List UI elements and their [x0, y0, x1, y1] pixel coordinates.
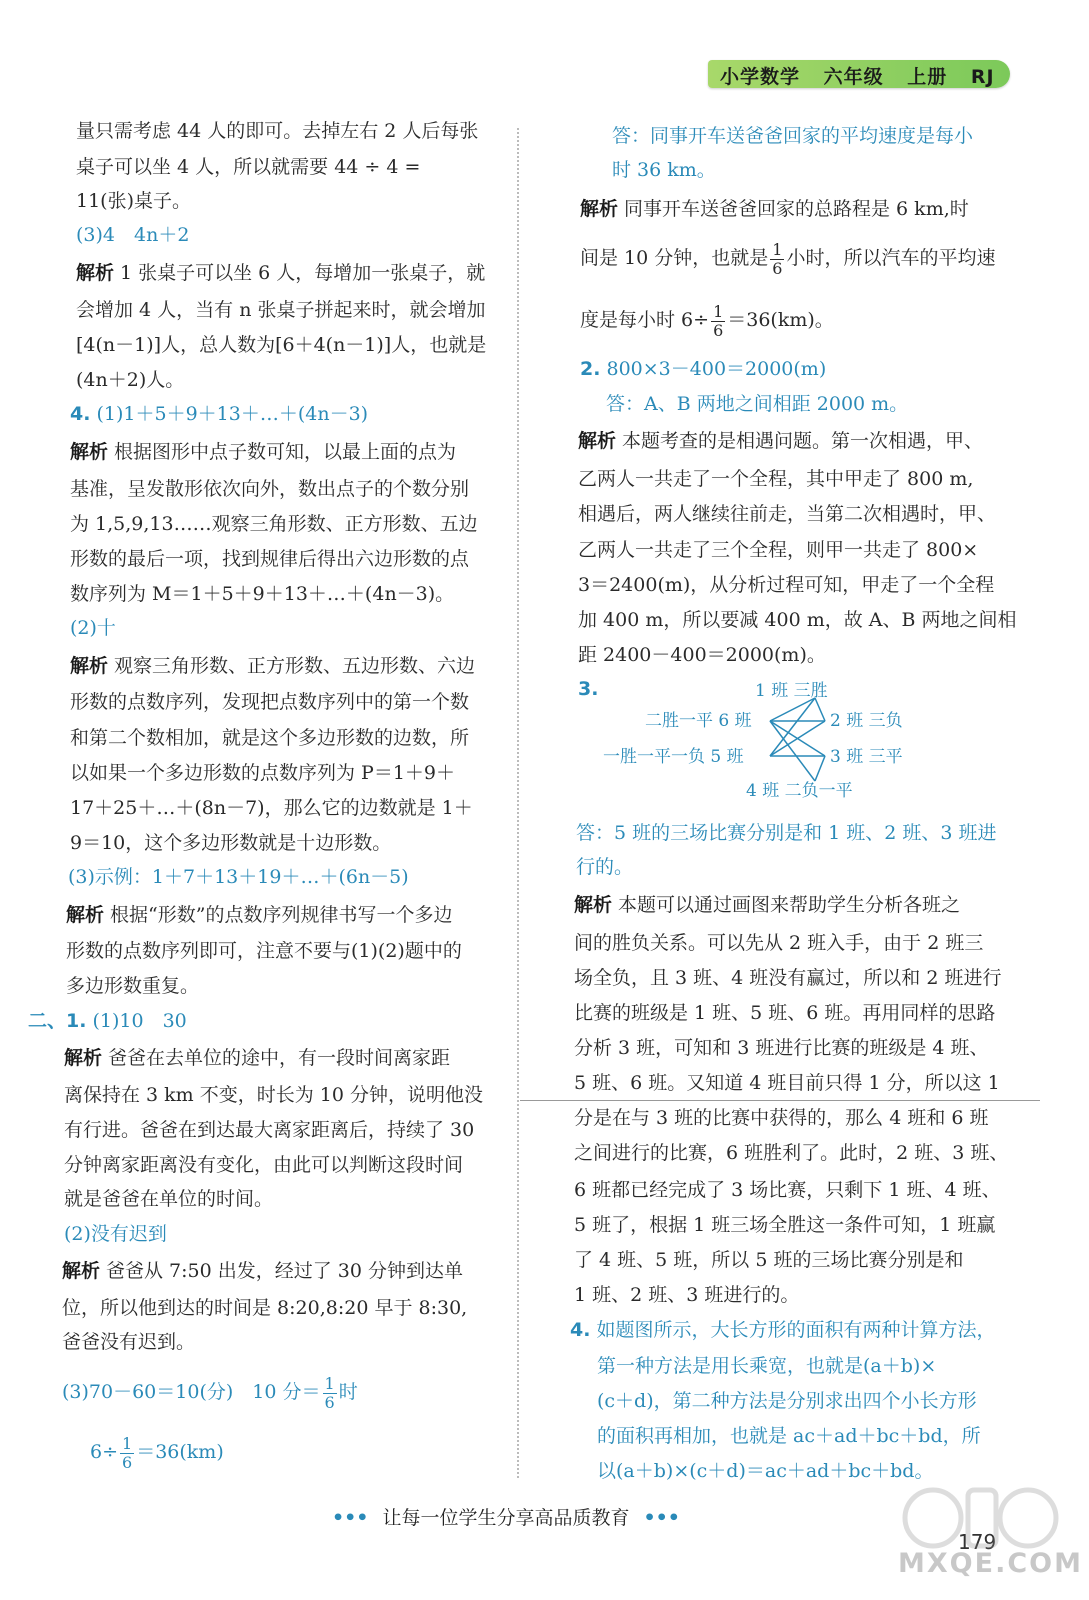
text-line: 了 4 班、5 班，所以 5 班的三场比赛分别是和 [574, 1249, 964, 1271]
analysis-tag: 解析 [578, 430, 617, 452]
volume: 上册 [907, 66, 948, 88]
team-1-label: 1 班 三胜 [755, 681, 828, 701]
team-4-label: 4 班 二负一平 [746, 781, 853, 801]
edition: RJ [970, 66, 995, 88]
page-number: 179 [958, 1530, 997, 1554]
text-line: 多边形数重复。 [66, 975, 200, 997]
text-line: 3＝2400(m)，从分析过程可知，甲走了一个全程 [578, 574, 995, 596]
text-line: 分析 3 班，可知和 3 班进行比赛的班级是 4 班、 [574, 1037, 989, 1059]
text-line: 相遇后，两人继续往前走，当第二次相遇时，甲、 [578, 503, 997, 525]
question-number: 3. [578, 678, 599, 700]
text-line: 6 班都已经完成了 3 场比赛，只剩下 1 班、4 班、 [574, 1179, 1001, 1201]
answer-line: 时 36 km。 [612, 159, 716, 181]
team-2-label: 2 班 三负 [830, 711, 903, 731]
analysis-tag: 解析 [62, 1260, 101, 1282]
fraction: $\frac{1}{6}$ [324, 1373, 335, 1412]
text-line: 17＋25＋…＋(8n－7)，那么它的边数就是 1＋ [70, 797, 473, 819]
text-line: 有行进。爸爸在到达最大离家距离后，持续了 30 [64, 1119, 475, 1141]
footer-dots: ••• [643, 1507, 680, 1529]
match-line [815, 698, 825, 721]
footer-dots: ••• [332, 1507, 369, 1529]
text-line: 桌子可以坐 4 人，所以就需要 44 ÷ 4 = [76, 156, 421, 178]
answer-line: (3)示例：1＋7＋13＋19＋…＋(6n－5) [68, 866, 409, 888]
text-line: 解析 根据图形中点子数可知，以最上面的点为 [70, 441, 457, 463]
text-line: 9＝10，这个多边形数就是十边形数。 [70, 832, 392, 854]
text-line: 解析 根据“形数”的点数序列规律书写一个多边 [66, 904, 453, 926]
text-line: 乙两人一共走了一个全程，其中甲走了 800 m, [578, 468, 974, 490]
team-6-label: 二胜一平 6 班 [645, 711, 752, 731]
answer-line: 二、1. (1)10 30 [28, 1010, 187, 1032]
answer-line: 的面积再相加，也就是 ac＋ad＋bc＋bd，所 [597, 1425, 981, 1447]
text-line: 分是在与 3 班的比赛中获得的，那么 4 班和 6 班 [574, 1107, 989, 1129]
book-header [720, 62, 1011, 89]
text-line: (4n＋2)人。 [76, 369, 185, 391]
team-5-label: 一胜一平一负 5 班 [603, 747, 744, 767]
text-line: 度是每小时 6÷ $\frac{1}{6}$ ＝36(km)。 [580, 301, 834, 340]
answer-line: 4. (1)1＋5＋9＋13＋…＋(4n－3) [70, 403, 369, 425]
text-line: 量只需考虑 44 人的即可。去掉左右 2 人后每张 [76, 120, 479, 142]
answer-line: 以(a＋b)×(c＋d)＝ac＋ad＋bc＋bd。 [597, 1460, 934, 1482]
text-line: 解析 本题可以通过画图来帮助学生分析各班之 [574, 894, 961, 916]
text-line: 解析 观察三角形数、正方形数、五边形数、六边 [70, 655, 476, 677]
match-lines [770, 698, 825, 781]
text-line: 5 班了，根据 1 班三场全胜这一条件可知，1 班赢 [574, 1214, 996, 1236]
text-line: 位，所以他到达的时间是 8:20,8:20 早于 8:30, [62, 1297, 468, 1319]
analysis-tag: 解析 [66, 904, 105, 926]
fold-line [520, 1100, 1040, 1101]
fraction: $\frac{1}{6}$ [122, 1433, 133, 1472]
text-line: 会增加 4 人，当有 n 张桌子拼起来时，就会增加 [76, 299, 486, 321]
text-line: 形数的最后一项，找到规律后得出六边形数的点 [70, 548, 470, 570]
text-line: 解析 爸爸从 7:50 出发，经过了 30 分钟到达单 [62, 1260, 464, 1282]
watermark-text: MXQE.COM [898, 1548, 1083, 1579]
text-line: 和第二个数相加，就是这个多边形数的边数，所 [70, 727, 470, 749]
analysis-tag: 解析 [76, 262, 115, 284]
answer-line: (2)没有迟到 [64, 1223, 167, 1245]
answer-line: (c＋d)，第二种方法是分别求出四个小长方形 [597, 1390, 977, 1412]
text-line: 5 班、6 班。又知道 4 班目前只得 1 分，所以这 1 [574, 1072, 1000, 1094]
text-line: 以如果一个多边形数的点数序列为 P＝1＋9＋ [70, 762, 456, 784]
answer-line: 答：5 班的三场比赛分别是和 1 班、2 班、3 班进 [576, 822, 997, 844]
text-line: 为 1,5,9,13……观察三角形数、正方形数、五边 [70, 513, 478, 535]
text-line: 乙两人一共走了三个全程，则甲一共走了 800× [578, 539, 979, 561]
footer-slogan: ••• 让每一位学生分享高品质教育 ••• [332, 1507, 680, 1529]
analysis-tag: 解析 [70, 655, 109, 677]
match-line [815, 756, 825, 781]
match-line [770, 698, 815, 721]
text-line: 解析 爸爸在去单位的途中，有一段时间离家距 [64, 1047, 451, 1069]
analysis-tag: 解析 [574, 894, 613, 916]
team-3-label: 3 班 三平 [830, 747, 903, 767]
answer-line: 2. 800×3－400＝2000(m) [580, 358, 827, 380]
answer-line: 答：同事开车送爸爸回家的平均速度是每小 [612, 125, 974, 147]
text-line: 1 班、2 班、3 班进行的。 [574, 1284, 800, 1306]
text-line: 数序列为 M＝1＋5＋9＋13＋…＋(4n－3)。 [70, 583, 455, 605]
text-line: 形数的点数序列，发现把点数序列中的第一个数 [70, 691, 470, 713]
text-line: 爸爸没有迟到。 [62, 1331, 196, 1353]
fraction: $\frac{1}{6}$ [713, 301, 724, 340]
text-line: 加 400 m，所以要减 400 m，故 A、B 两地之间相 [578, 609, 1017, 631]
answer-line: 4. 如题图所示，大长方形的面积有两种计算方法， [570, 1319, 996, 1341]
analysis-tag: 解析 [64, 1047, 103, 1069]
text-line: 间的胜负关系。可以先从 2 班入手，由于 2 班三 [574, 932, 984, 954]
text-line: 解析 1 张桌子可以坐 6 人，每增加一张桌子，就 [76, 262, 486, 284]
text-line: 场全负，且 3 班、4 班没有赢过，所以和 2 班进行 [574, 967, 1002, 989]
analysis-tag: 解析 [70, 441, 109, 463]
answer-line: (3)70－60＝10(分) 10 分＝ $\frac{1}{6}$ 时 [62, 1373, 358, 1412]
text-line: 之间进行的比赛，6 班胜利了。此时，2 班、3 班、 [574, 1142, 1009, 1164]
match-line [770, 698, 815, 756]
text-line: 解析 同事开车送爸爸回家的总路程是 6 km,时 [580, 198, 969, 220]
text-line: 形数的点数序列即可，注意不要与(1)(2)题中的 [66, 940, 462, 962]
analysis-tag: 解析 [580, 198, 619, 220]
answer-line: (3)4 4n＋2 [76, 224, 190, 246]
grade: 六年级 [823, 66, 884, 88]
match-diagram [600, 676, 930, 806]
text-line: 分钟离家距离没有变化，由此可以判断这段时间 [64, 1154, 464, 1176]
text-line: 距 2400－400＝2000(m)。 [578, 644, 826, 666]
answer-line: (2)十 [70, 617, 116, 639]
answer-line: 答：A、B 两地之间相距 2000 m。 [606, 393, 909, 415]
column-divider [517, 128, 519, 1478]
text-line: 离保持在 3 km 不变，时长为 10 分钟，说明他没 [64, 1084, 483, 1106]
text-line: [4(n－1)]人，总人数为[6＋4(n－1)]人，也就是 [76, 334, 487, 356]
answer-line: 行的。 [576, 856, 634, 878]
fraction: $\frac{1}{6}$ [772, 239, 783, 278]
text-line: 基准，呈发散形依次向外，数出点子的个数分别 [70, 478, 470, 500]
text-line: 间是 10 分钟，也就是 $\frac{1}{6}$ 小时，所以汽车的平均速 [580, 239, 996, 278]
subject: 小学数学 [720, 66, 801, 88]
section-number: 二、1. [28, 1010, 87, 1032]
answer-line: 第一种方法是用长乘宽，也就是(a＋b)× [597, 1355, 937, 1377]
text-line: 比赛的班级是 1 班、5 班、6 班。再用同样的思路 [574, 1002, 996, 1024]
answer-line: 6÷ $\frac{1}{6}$ ＝36(km) [90, 1433, 224, 1472]
text-line: 就是爸爸在单位的时间。 [64, 1188, 274, 1210]
text-line: 解析 本题考查的是相遇问题。第一次相遇，甲、 [578, 430, 984, 452]
text-line: 11(张)桌子。 [76, 190, 192, 212]
